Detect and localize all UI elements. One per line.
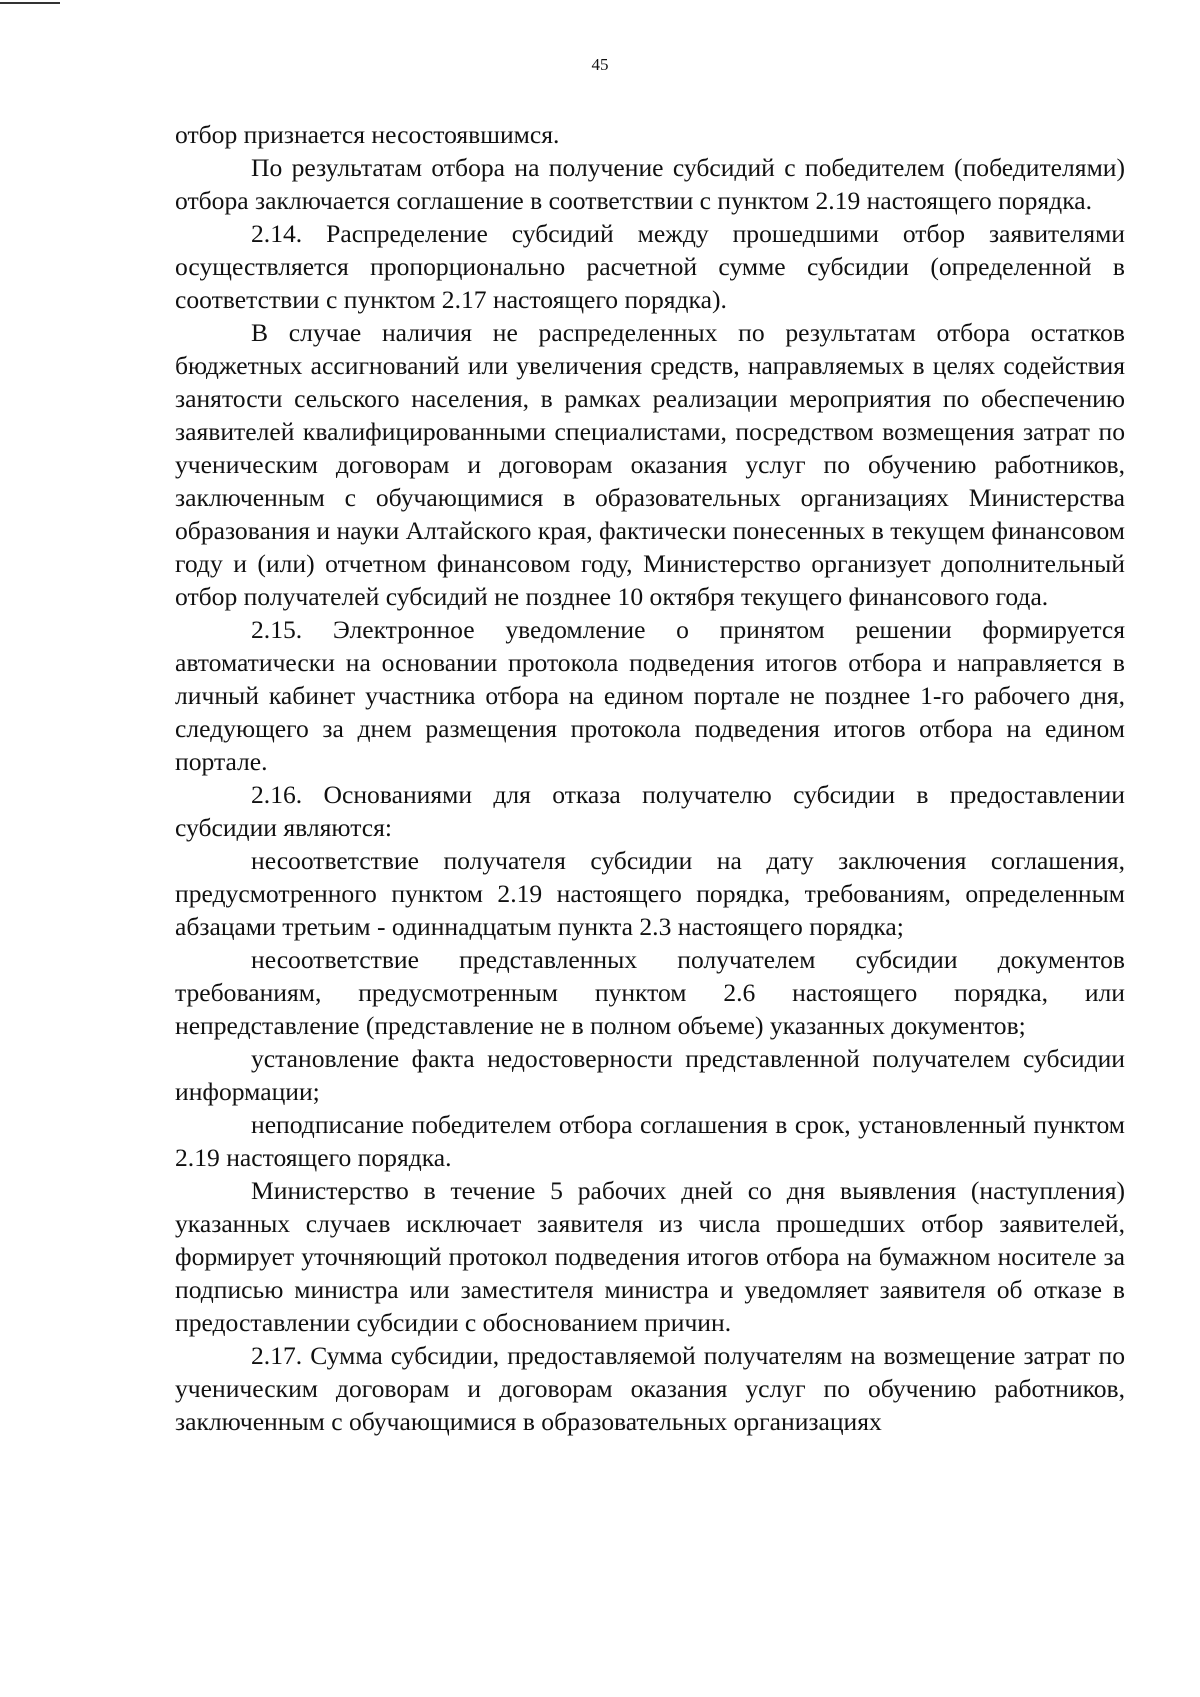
document-body — [175, 118, 1125, 1438]
paragraph: неподписание победителем отбора соглашения в срок, установленный пунктом 2.19 настоящего порядка. — [175, 1110, 1125, 1172]
scan-edge-mark — [0, 2, 60, 4]
paragraph: несоответствие получателя субсидии на дату заключения соглашения, предусмотренного пунктом 2.19 настоящего порядка, требованиям, определенным абзацами третьим - одиннадцатым пункта 2.3 настоящего порядка; — [175, 846, 1125, 941]
paragraph: Министерство в течение 5 рабочих дней со дня выявления (наступления) указанных случаев исключает заявителя из числа прошедших отбор заявителей, формирует уточняющий протокол подведения итогов отбора на бумажном носителе за подписью министра или заместителя министра и уведомляет заявителя об отказе в предоставлении субсидии с обоснованием причин. — [175, 1176, 1125, 1337]
paragraph: несоответствие представленных получателем субсидии документов требованиям, предусмотренным пунктом 2.6 настоящего порядка, или непредставление (представление не в полном объеме) указанных документов; — [175, 945, 1125, 1040]
paragraph: установление факта недостоверности представленной получателем субсидии информации; — [175, 1044, 1125, 1106]
paragraph: отбор признается несостоявшимся. — [175, 120, 560, 149]
paragraph: 2.16. Основаниями для отказа получателю субсидии в предоставлении субсидии являются: — [175, 780, 1125, 842]
page-number: 45 — [591, 55, 609, 74]
paragraph: 2.17. Сумма субсидии, предоставляемой получателям на возмещение затрат по ученическим договорам и договорам оказания услуг по обучению работников, заключенным с обучающимися в образовательных организациях — [175, 1341, 1125, 1436]
paragraph: 2.14. Распределение субсидий между прошедшими отбор заявителями осуществляется пропорционально расчетной сумме субсидии (определенной в соответствии с пунктом 2.17 настоящего порядка). — [175, 219, 1125, 314]
paragraph: 2.15. Электронное уведомление о принятом решении формируется автоматически на основании протокола подведения итогов отбора и направляется в личный кабинет участника отбора на едином портале не позднее 1-го рабочего дня, следующего за днем размещения протокола подведения итогов отбора на едином портале. — [175, 615, 1125, 776]
paragraph: В случае наличия не распределенных по результатам отбора остатков бюджетных ассигнований или увеличения средств, направляемых в целях содействия занятости сельского населения, в рамках реализации мероприятия по обеспечению заявителей квалифицированными специалистами, посредством возмещения затрат по ученическим договорам и договорам оказания услуг по обучению работников, заключенным с обучающимися в образовательных организациях Министерства образования и науки Алтайского края, фактически понесенных в текущем финансовом году и (или) отчетном финансовом году, Министерство организует дополнительный отбор получателей субсидий не позднее 10 октября текущего финансового года. — [175, 318, 1125, 611]
paragraph: По результатам отбора на получение субсидий с победителем (победителями) отбора заключается соглашение в соответствии с пунктом 2.19 настоящего порядка. — [175, 153, 1125, 215]
